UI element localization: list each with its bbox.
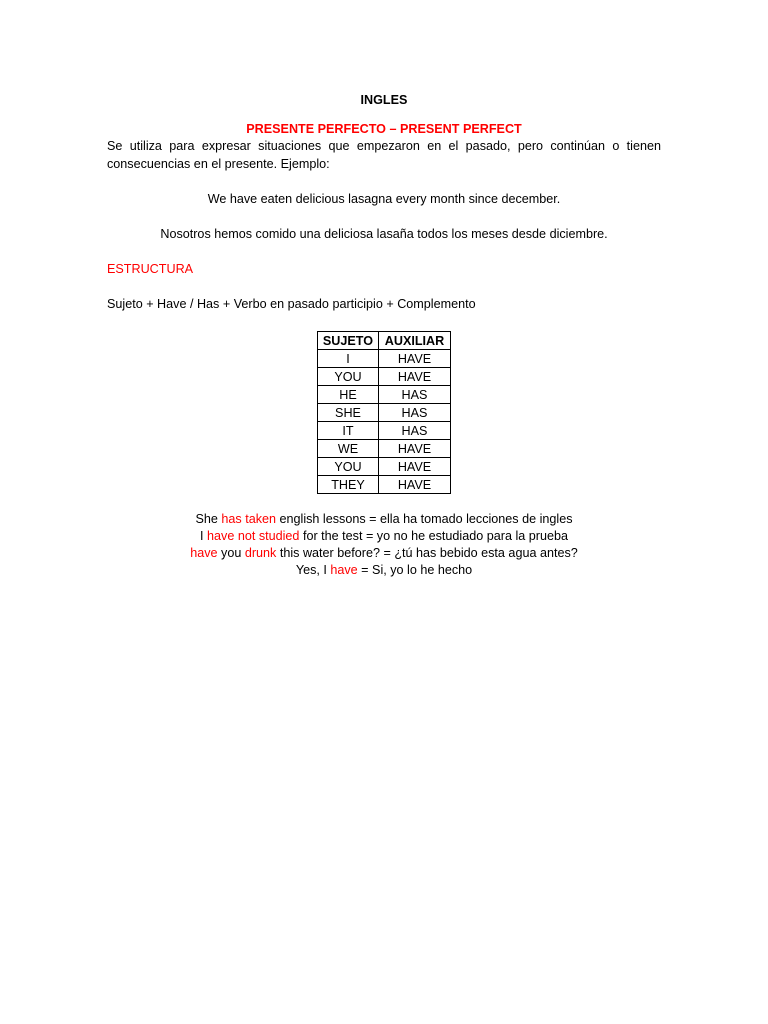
example-text: = Si, yo lo he hecho [357,563,473,577]
auxiliary-cell: HAVE [379,440,451,458]
highlighted-verb: have not studied [207,529,300,543]
structure-formula: Sujeto + Have / Has + Verbo en pasado participio + Complemento [107,297,476,311]
subject-cell: YOU [318,458,379,476]
highlighted-verb: have [330,563,358,577]
example-text: I [200,529,208,543]
intro-paragraph: Se utiliza para expresar situaciones que empezaron en el pasado, pero continúan o tienen consecuencias en el presente. Ejemplo: [107,139,661,171]
conjugation-table [317,331,451,494]
subject-cell: THEY [318,476,379,494]
auxiliary-cell: HAVE [379,350,451,368]
subject-cell: YOU [318,368,379,386]
header-auxiliar: AUXILIAR [379,332,451,350]
usage-example-2 [107,528,661,545]
example-text: this water before? = ¿tú has bebido esta agua antes? [276,546,578,560]
example-text: for the test = yo no he estudiado para la prueba [299,529,568,543]
table-row [318,476,451,494]
table-header-row [318,332,451,350]
table-row [318,386,451,404]
example-text: Yes, I [295,563,331,577]
table-row [318,422,451,440]
usage-examples [107,511,661,579]
auxiliary-cell: HAVE [379,458,451,476]
table-row [318,404,451,422]
table-row [318,458,451,476]
table-row [318,440,451,458]
subject-cell: HE [318,386,379,404]
subject-cell: I [318,350,379,368]
subject-cell: WE [318,440,379,458]
table-row [318,350,451,368]
subject-cell: SHE [318,404,379,422]
example-english: We have eaten delicious lasagna every month since december. [207,192,561,206]
structure-heading: ESTRUCTURA [107,262,194,276]
highlighted-verb: drunk [244,546,277,560]
example-text: She [195,512,222,526]
document-title: INGLES [360,93,408,107]
highlighted-verb: has taken [221,512,277,526]
auxiliary-cell: HAVE [379,368,451,386]
usage-example-4 [107,562,661,579]
auxiliary-cell: HAS [379,422,451,440]
header-sujeto: SUJETO [318,332,379,350]
auxiliary-cell: HAS [379,386,451,404]
example-spanish: Nosotros hemos comido una deliciosa lasaña todos los meses desde diciembre. [160,227,608,241]
document-page [107,91,661,579]
auxiliary-cell: HAVE [379,476,451,494]
auxiliary-cell: HAS [379,404,451,422]
usage-example-1 [107,511,661,528]
highlighted-verb: have [190,546,218,560]
section-subtitle: PRESENTE PERFECTO – PRESENT PERFECT [246,122,522,136]
usage-example-3 [107,545,661,562]
subject-cell: IT [318,422,379,440]
table-row [318,368,451,386]
example-text: you [217,546,245,560]
example-text: english lessons = ella ha tomado lecciones de ingles [276,512,573,526]
